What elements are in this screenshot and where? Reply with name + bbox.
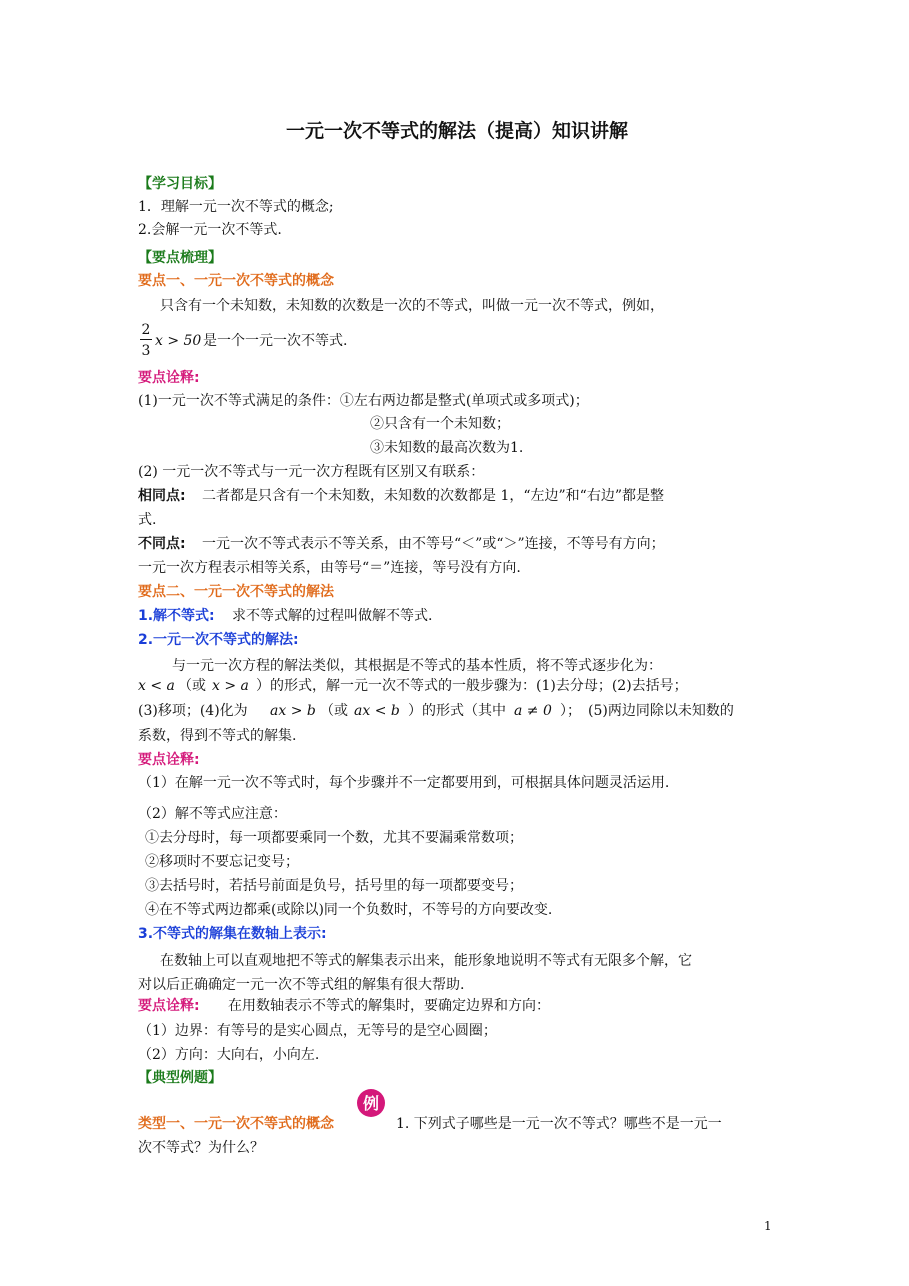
goals-heading: 【学习目标】 <box>138 176 222 192</box>
point2-text: ）的形式（其中 <box>408 703 506 719</box>
same-label: 相同点: <box>138 488 186 504</box>
point1-heading: 要点一、一元一次不等式的概念 <box>138 273 334 289</box>
diff-text: 一元一次不等式表示不等关系，由不等号“＜”或“＞”连接，不等号有方向； <box>202 536 665 552</box>
fraction-numerator: 2 <box>141 322 151 338</box>
note2-line: ④在不等式两边都乘(或除以)同一个负数时，不等号的方向要改变. <box>145 902 553 918</box>
goal-item: 1．理解一元一次不等式的概念; <box>138 199 334 215</box>
point3-label: 3.不等式的解集在数轴上表示: <box>138 926 327 942</box>
example-text: 是一个一元一次不等式. <box>203 333 348 349</box>
note3-line: （2）方向：大向右，小向左. <box>138 1047 320 1063</box>
note2-line: （2）解不等式应注意： <box>138 806 287 822</box>
point3-paragraph: 在数轴上可以直观地把不等式的解集表示出来，能形象地说明不等式有无限多个解，它 <box>160 953 692 969</box>
note3-inline: 在用数轴表示不等式的解集时，要确定边界和方向： <box>228 998 550 1014</box>
badge-text: 例 <box>362 1094 380 1113</box>
inequality-x-lt-a: x < a <box>138 678 175 694</box>
note1-heading: 要点诠释: <box>138 370 200 386</box>
type1-heading: 类型一、一元一次不等式的概念 <box>138 1116 334 1132</box>
point2-paragraph: 与一元一次方程的解法类似，其根据是不等式的基本性质，将不等式逐步化为： <box>172 658 662 674</box>
goal-item: 2.会解一元一次不等式. <box>138 222 282 238</box>
inequality-ax-gt-b: ax > b <box>270 703 316 719</box>
inequality-ax-lt-b: ax < b <box>354 703 400 719</box>
diff-label: 不同点: <box>138 536 186 552</box>
examples-heading: 【典型例题】 <box>138 1070 222 1086</box>
note1-line: ③未知数的最高次数为1. <box>370 440 524 456</box>
note3-line: （1）边界：有等号的是实心圆点，无等号的是空心圆圈； <box>138 1023 497 1039</box>
question-1: 1. 下列式子哪些是一元一次不等式？哪些不是一元一 <box>396 1116 722 1132</box>
note2-line: ②移项时不要忘记变号； <box>145 854 299 870</box>
point1-paragraph: 只含有一个未知数，未知数的次数是一次的不等式，叫做一元一次不等式，例如， <box>160 298 664 314</box>
point2-text: (3)移项；(4)化为 <box>138 703 248 719</box>
same-text-cont: 式. <box>138 512 157 528</box>
example-inequality: x > 50 <box>155 333 202 349</box>
question-1-cont: 次不等式？为什么？ <box>138 1140 264 1156</box>
fraction-bar <box>140 339 152 340</box>
sub1-label: 1.解不等式: <box>138 608 215 624</box>
note2-line: ③去括号时，若括号前面是负号，括号里的每一项都要变号； <box>145 878 523 894</box>
note2-line: （1）在解一元一次不等式时，每个步骤并不一定都要用到，可根据具体问题灵活运用. <box>138 775 670 791</box>
inequality-x-gt-a: x > a <box>212 678 249 694</box>
example-badge-icon <box>356 1088 386 1118</box>
point2-text: （或 <box>178 678 206 694</box>
diff-text-cont: 一元一次方程表示相等关系，由等号“＝”连接，等号没有方向. <box>138 560 521 576</box>
note1-line: ②只含有一个未知数； <box>370 416 510 432</box>
sub2-label: 2.一元一次不等式的解法: <box>138 632 299 648</box>
fraction-denominator: 3 <box>141 343 151 359</box>
point2-heading: 要点二、一元一次不等式的解法 <box>138 584 334 600</box>
page-number: 1 <box>764 1219 772 1233</box>
sub1-text: 求不等式解的过程叫做解不等式. <box>232 608 433 624</box>
outline-heading: 【要点梳理】 <box>138 250 222 266</box>
page-title: 一元一次不等式的解法（提高）知识讲解 <box>286 120 629 142</box>
note3-heading: 要点诠释: <box>138 998 200 1014</box>
point3-paragraph: 对以后正确确定一元一次不等式组的解集有很大帮助. <box>138 977 465 993</box>
note1-line: (1)一元一次不等式满足的条件：①左右两边都是整式(单项式或多项式)； <box>138 393 589 409</box>
point2-text: 系数，得到不等式的解集. <box>138 728 297 744</box>
point2-text: ）的形式，解一元一次不等式的一般步骤为：(1)去分母；(2)去括号； <box>256 678 688 694</box>
point2-text: （或 <box>320 703 348 719</box>
note2-line: ①去分母时，每一项都要乘同一个数，尤其不要漏乘常数项； <box>145 830 523 846</box>
note2-heading: 要点诠释: <box>138 752 200 768</box>
note1-line: (2) 一元一次不等式与一元一次方程既有区别又有联系： <box>138 464 485 480</box>
point2-text: ）； (5)两边同除以未知数的 <box>560 703 734 719</box>
condition-a-neq-0: a ≠ 0 <box>514 703 552 719</box>
same-text: 二者都是只含有一个未知数，未知数的次数都是 1，“左边”和“右边”都是整 <box>202 488 664 504</box>
